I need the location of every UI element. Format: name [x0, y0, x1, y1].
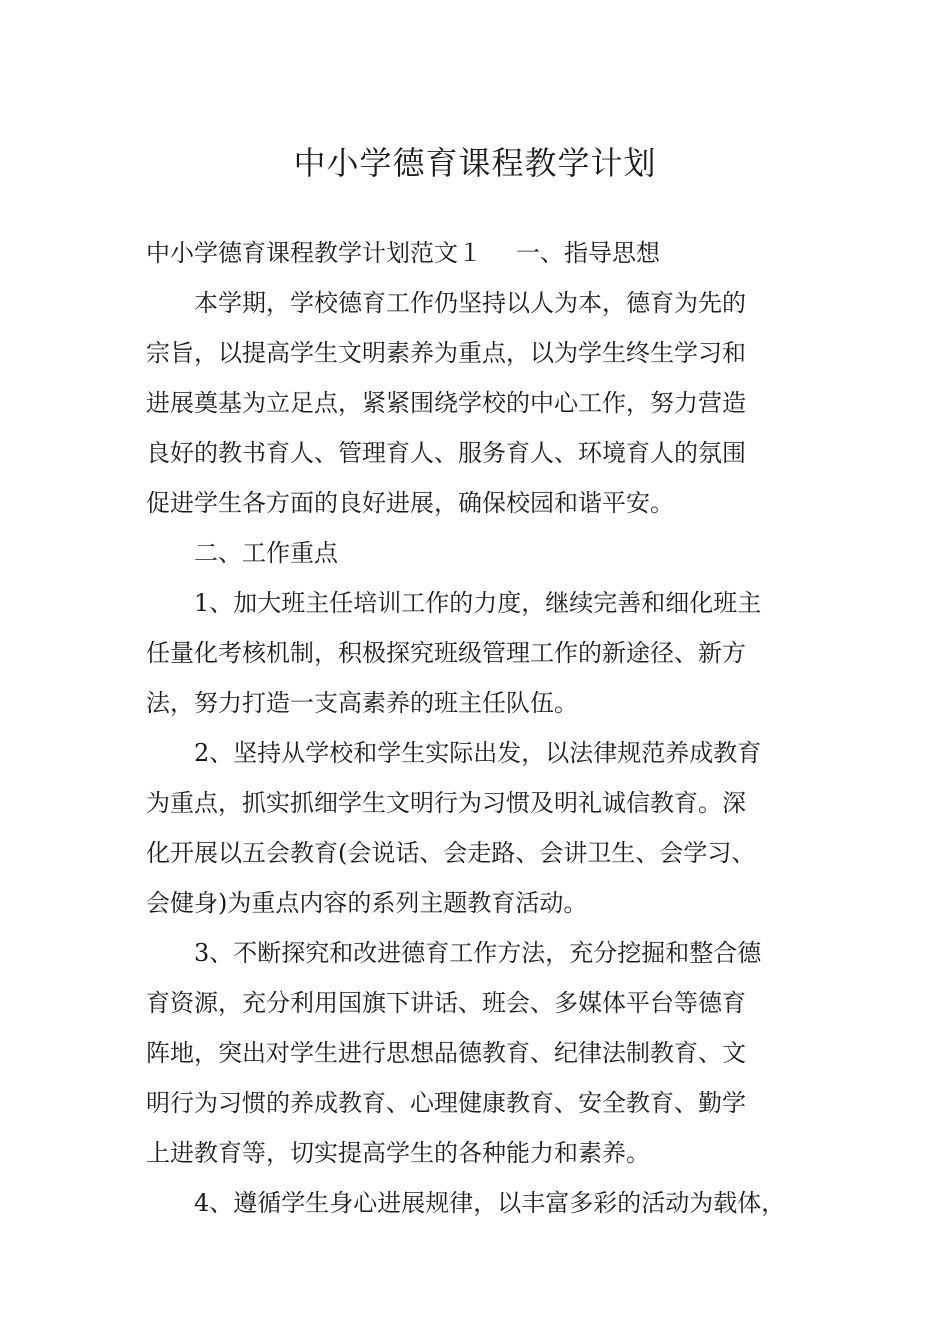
body-line: 本学期，学校德育工作仍坚持以人为本，德育为先的	[194, 289, 746, 317]
document-body	[146, 228, 810, 1228]
section-heading-work-focus: 二、工作重点	[194, 539, 338, 567]
body-line: 为重点，抓实抓细学生文明行为习惯及明礼诚信教育。深	[146, 789, 746, 817]
body-line: 2、坚持从学校和学生实际出发，以法律规范养成教育	[194, 739, 762, 767]
document-subtitle: 中小学德育课程教学计划范文１	[146, 239, 482, 267]
body-line: 3、不断探究和改进德育工作方法，充分挖掘和整合德	[194, 939, 762, 967]
body-line: 宗旨，以提高学生文明素养为重点，以为学生终生学习和	[146, 339, 746, 367]
body-line: 上进教育等，切实提高学生的各种能力和素养。	[146, 1139, 650, 1167]
body-line-heading-row	[146, 228, 810, 278]
body-line: 化开展以五会教育(会说话、会走路、会讲卫生、会学习、	[146, 839, 756, 867]
body-line: 促进学生各方面的良好进展，确保校园和谐平安。	[146, 489, 674, 517]
body-line: 4、遵循学生身心进展规律，以丰富多彩的活动为载体，	[194, 1189, 786, 1217]
body-line: 法，努力打造一支高素养的班主任队伍。	[146, 689, 578, 717]
body-line: 育资源，充分利用国旗下讲话、班会、多媒体平台等德育	[146, 989, 746, 1017]
section-heading-guiding-thought: 一、指导思想	[516, 239, 660, 267]
body-line: 进展奠基为立足点，紧紧围绕学校的中心工作，努力营造	[146, 389, 746, 417]
body-line: 会健身)为重点内容的系列主题教育活动。	[146, 889, 588, 917]
body-line: 1、加大班主任培训工作的力度，继续完善和细化班主	[194, 589, 762, 617]
body-line: 明行为习惯的养成教育、心理健康教育、安全教育、勤学	[146, 1089, 746, 1117]
body-line: 任量化考核机制，积极探究班级管理工作的新途径、新方	[146, 639, 746, 667]
body-line: 良好的教书育人、管理育人、服务育人、环境育人的氛围	[146, 439, 746, 467]
document-title: 中小学德育课程教学计划	[293, 144, 657, 183]
body-line: 阵地，突出对学生进行思想品德教育、纪律法制教育、文	[146, 1039, 746, 1067]
